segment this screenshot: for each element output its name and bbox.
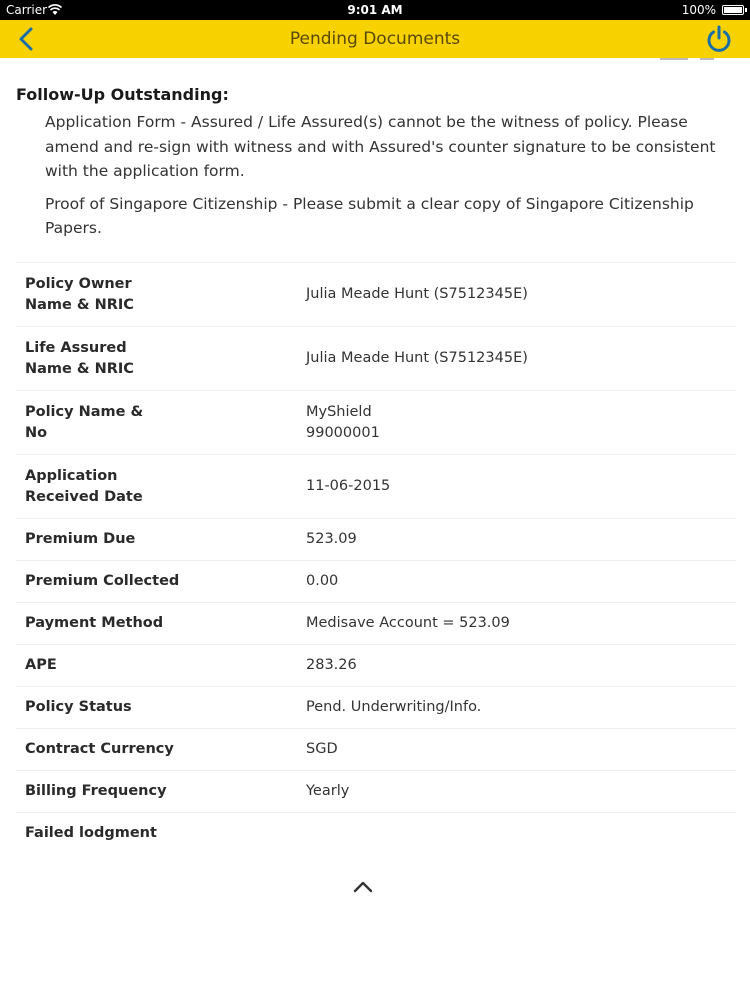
detail-row-contract-currency <box>16 729 736 771</box>
battery-icon <box>722 5 744 15</box>
detail-label: Life Assured Name & NRIC <box>25 339 134 377</box>
followup-heading: Follow-Up Outstanding: <box>16 85 229 104</box>
detail-row-policy-status <box>16 687 736 729</box>
detail-value: 0.00 <box>306 573 339 589</box>
detail-value: Yearly <box>306 783 350 799</box>
detail-label: APE <box>25 657 57 673</box>
carrier-label: Carrier <box>6 3 48 17</box>
followup-item: Application Form - Assured / Life Assured(s) cannot be the witness of policy. Please amend and re-sign with witness and with Assured's counter signature to be consistent with the application form. <box>45 113 716 180</box>
detail-value: Julia Meade Hunt (S7512345E) <box>306 350 528 366</box>
battery-percent: 100% <box>681 3 716 17</box>
detail-label: Billing Frequency <box>25 783 167 799</box>
detail-row-premium-due <box>16 519 736 561</box>
detail-label: Policy Name & No <box>25 403 144 441</box>
chevron-up-icon[interactable] <box>351 878 375 896</box>
clock: 9:01 AM <box>347 3 403 17</box>
navigation-bar <box>0 20 750 58</box>
detail-value: Pend. Underwriting/Info. <box>306 699 482 715</box>
status-bar <box>0 0 750 20</box>
detail-row-application-date <box>16 455 736 519</box>
detail-value: Julia Meade Hunt (S7512345E) <box>306 286 528 302</box>
power-icon[interactable] <box>704 24 734 54</box>
detail-value: MyShield 99000001 <box>306 403 380 441</box>
detail-value: 523.09 <box>306 531 357 547</box>
detail-row-billing-frequency <box>16 771 736 813</box>
detail-value: 11-06-2015 <box>306 478 391 494</box>
detail-row-payment-method <box>16 603 736 645</box>
detail-row-policy-name <box>16 391 736 455</box>
detail-label: Payment Method <box>25 615 164 631</box>
detail-value: Medisave Account = 523.09 <box>306 615 510 631</box>
detail-label: Application Received Date <box>25 467 143 505</box>
detail-value: SGD <box>306 741 338 757</box>
followup-item: Proof of Singapore Citizenship - Please submit a clear copy of Singapore Citizenship Papers. <box>45 194 694 237</box>
followup-section <box>16 84 744 241</box>
detail-label: Failed lodgment <box>25 825 157 841</box>
clipped-content-remnant <box>0 58 750 64</box>
page-title: Pending Documents <box>289 29 461 49</box>
detail-label: Premium Collected <box>25 573 180 589</box>
detail-row-failed-lodgment <box>16 813 736 854</box>
detail-row-life-assured <box>16 327 736 391</box>
detail-label: Policy Status <box>25 699 132 715</box>
detail-row-premium-collected <box>16 561 736 603</box>
detail-label: Premium Due <box>25 531 136 547</box>
detail-value: 283.26 <box>306 657 357 673</box>
detail-label: Policy Owner Name & NRIC <box>25 275 134 313</box>
detail-row-policy-owner <box>16 263 736 327</box>
detail-label: Contract Currency <box>25 741 174 757</box>
policy-details-table <box>16 262 736 854</box>
detail-row-ape <box>16 645 736 687</box>
